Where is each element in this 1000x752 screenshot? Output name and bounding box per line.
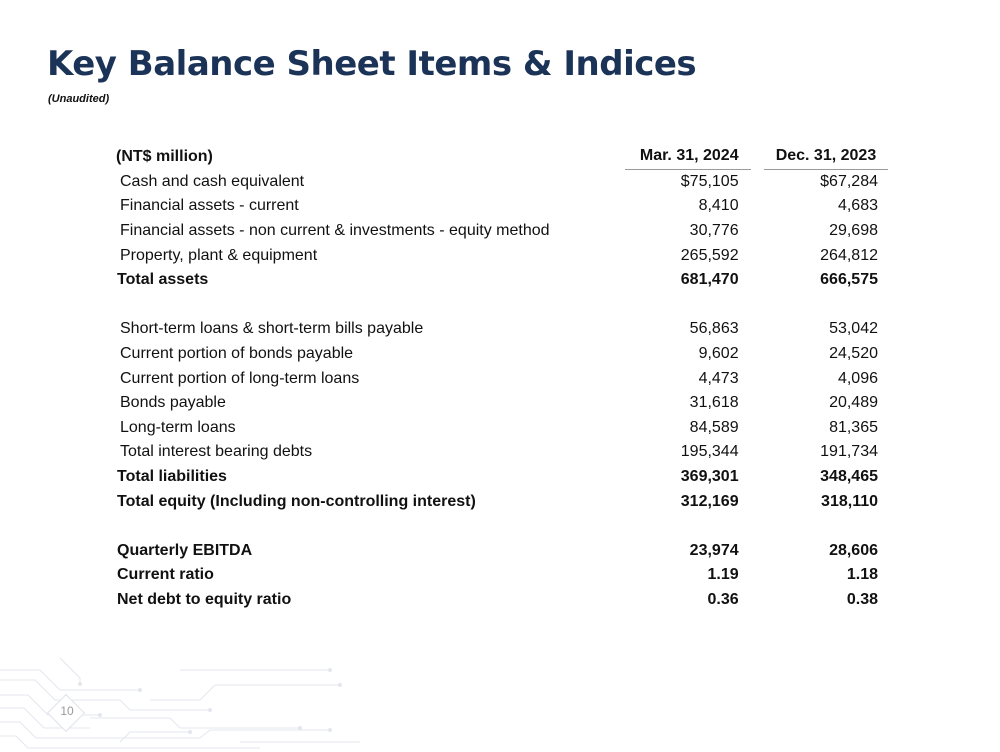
row-value-mar-2024: 23,974 [689, 541, 739, 559]
row-value-mar-2024: 84,589 [689, 418, 739, 436]
table-spacer [112, 514, 888, 539]
table-spacer [112, 293, 888, 318]
table-row [112, 366, 888, 391]
row-value-mar-2024: 30,776 [689, 222, 739, 240]
row-value-mar-2024: 9,602 [698, 345, 739, 363]
row-label: Total interest bearing debts [120, 443, 313, 461]
table-row [112, 169, 888, 194]
row-label: Short-term loans & short-term bills payable [120, 320, 424, 338]
column-header-mar-2024: Mar. 31, 2024 [625, 144, 751, 169]
table-row [112, 391, 888, 416]
row-value-dec-2023: 1.18 [846, 566, 878, 584]
table-header-row [112, 144, 888, 169]
row-label: Current portion of bonds payable [120, 345, 354, 363]
row-value-mar-2024: 56,863 [689, 320, 739, 338]
row-label: Property, plant & equipment [120, 246, 318, 264]
row-value-mar-2024: 4,473 [698, 369, 739, 387]
row-value-dec-2023: 81,365 [829, 418, 878, 436]
row-value-mar-2024: 312,169 [680, 492, 739, 510]
row-value-dec-2023: 28,606 [829, 541, 878, 559]
row-value-dec-2023: 20,489 [829, 394, 878, 412]
row-value-mar-2024: $75,105 [680, 172, 739, 190]
table-row-total [112, 563, 888, 588]
table-row [112, 317, 888, 342]
row-label: Financial assets - current [120, 197, 299, 215]
row-label: Bonds payable [120, 394, 226, 412]
row-value-mar-2024: 8,410 [698, 197, 739, 215]
column-header-dec-2023: Dec. 31, 2023 [764, 144, 888, 169]
row-label: Total assets [117, 271, 209, 289]
row-value-dec-2023: 4,096 [837, 369, 878, 387]
table-row [112, 416, 888, 441]
row-label: Net debt to equity ratio [117, 590, 292, 608]
row-value-mar-2024: 681,470 [680, 271, 739, 289]
row-value-mar-2024: 0.36 [707, 590, 739, 608]
unit-label: (NT$ million) [116, 147, 213, 165]
row-value-dec-2023: 318,110 [821, 492, 878, 510]
row-label: Cash and cash equivalent [120, 172, 305, 190]
row-value-dec-2023: 666,575 [820, 271, 878, 289]
table-row-total [112, 268, 888, 293]
table-row [112, 194, 888, 219]
row-value-dec-2023: $67,284 [820, 172, 878, 190]
table-row [112, 342, 888, 367]
row-value-dec-2023: 29,698 [829, 222, 878, 240]
row-label: Total equity (Including non-controlling interest) [117, 492, 476, 510]
table-row-total [112, 588, 888, 613]
row-value-mar-2024: 1.19 [707, 566, 739, 584]
row-value-dec-2023: 4,683 [837, 197, 878, 215]
page-number: 10 [60, 704, 74, 718]
row-value-dec-2023: 191,734 [820, 443, 878, 461]
row-label: Current ratio [117, 566, 214, 584]
table-row-total [112, 465, 888, 490]
row-label: Total liabilities [117, 468, 227, 486]
row-value-dec-2023: 53,042 [829, 320, 878, 338]
row-value-dec-2023: 24,520 [829, 345, 878, 363]
table-row [112, 243, 888, 268]
row-value-mar-2024: 195,344 [680, 443, 739, 461]
row-label: Financial assets - non current & investments - equity method [120, 222, 550, 240]
row-value-dec-2023: 264,812 [820, 246, 878, 264]
row-value-mar-2024: 265,592 [680, 246, 739, 264]
table-row [112, 440, 888, 465]
row-value-mar-2024: 31,618 [689, 394, 739, 412]
circuit-pattern-decoration [0, 650, 360, 752]
row-label: Long-term loans [120, 418, 236, 436]
page-title: Key Balance Sheet Items & Indices [47, 44, 697, 84]
row-value-dec-2023: 0.38 [846, 590, 878, 608]
table-row-total [112, 539, 888, 564]
unaudited-note: (Unaudited) [48, 93, 110, 105]
row-label: Quarterly EBITDA [117, 541, 253, 559]
table-row [112, 219, 888, 244]
row-label: Current portion of long-term loans [120, 369, 360, 387]
row-value-mar-2024: 369,301 [680, 468, 739, 486]
row-value-dec-2023: 348,465 [820, 468, 878, 486]
balance-sheet-table [112, 144, 888, 612]
table-row-total [112, 489, 888, 514]
